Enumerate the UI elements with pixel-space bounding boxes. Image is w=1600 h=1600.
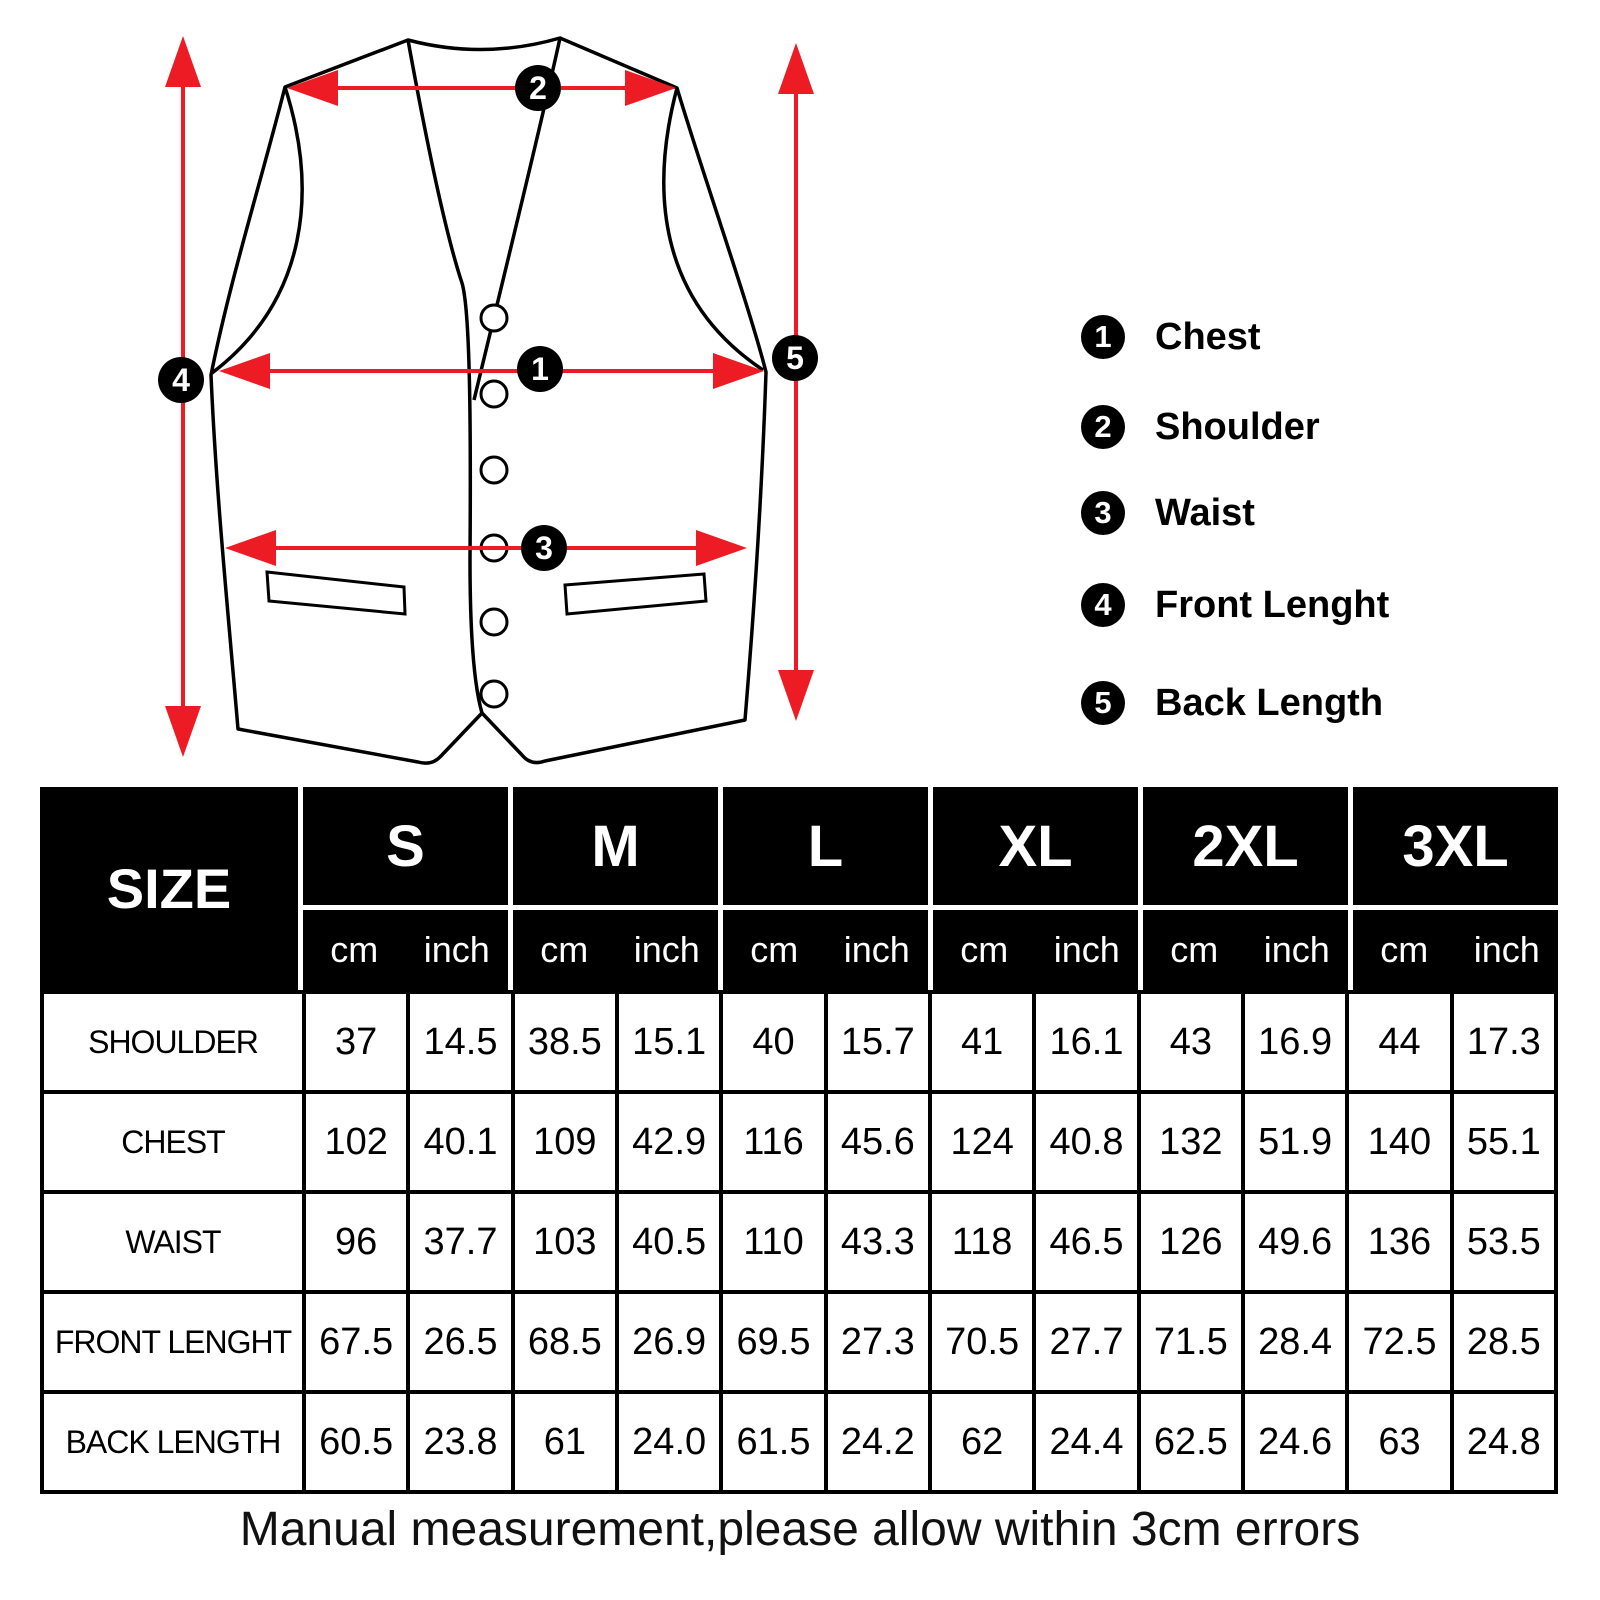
unit-inch: inch	[423, 929, 490, 970]
cell: 60.5	[306, 1394, 406, 1490]
cell: 27.3	[828, 1294, 928, 1390]
legend-label-waist: Waist	[1155, 491, 1255, 534]
cell: 27.7	[1036, 1294, 1136, 1390]
cell: 62.5	[1141, 1394, 1241, 1490]
cell: 14.5	[410, 994, 510, 1090]
diagram-badge-5: 5	[772, 335, 818, 381]
cell: 24.0	[619, 1394, 719, 1490]
cell: 42.9	[619, 1094, 719, 1190]
cell: 15.1	[619, 994, 719, 1090]
cell: 37	[306, 994, 406, 1090]
legend-item-shoulder	[1081, 405, 1320, 449]
legend-label-front-length: Front Lenght	[1155, 583, 1390, 626]
diagram-badge-4: 4	[158, 357, 204, 403]
cell: 44	[1349, 994, 1449, 1090]
legend-badge-5: 5	[1081, 681, 1125, 725]
unit-cm: cm	[1380, 929, 1429, 970]
vest-drawing	[0, 0, 1600, 780]
cell: 110	[723, 1194, 823, 1290]
cell: 51.9	[1245, 1094, 1345, 1190]
cell: 61	[515, 1394, 615, 1490]
cell: 15.7	[828, 994, 928, 1090]
size-table	[40, 787, 1558, 1494]
legend-label-shoulder: Shoulder	[1155, 405, 1320, 448]
cell: 28.5	[1454, 1294, 1554, 1390]
size-col-3xl: 3XL	[1353, 787, 1558, 905]
unit-cm: cm	[1170, 929, 1219, 970]
unit-inch: inch	[1263, 929, 1330, 970]
cell: 24.8	[1454, 1394, 1554, 1490]
cell: 132	[1141, 1094, 1241, 1190]
cell: 109	[515, 1094, 615, 1190]
cell: 43.3	[828, 1194, 928, 1290]
units-xl	[933, 910, 1138, 990]
row-label-back-length: BACK LENGTH	[44, 1394, 302, 1490]
cell: 28.4	[1245, 1294, 1345, 1390]
units-2xl	[1143, 910, 1348, 990]
cell: 45.6	[828, 1094, 928, 1190]
units-l	[723, 910, 928, 990]
unit-cm: cm	[750, 929, 799, 970]
size-col-xl: XL	[933, 787, 1138, 905]
cell: 71.5	[1141, 1294, 1241, 1390]
row-label-front-length: FRONT LENGHT	[44, 1294, 302, 1390]
legend-badge-3: 3	[1081, 491, 1125, 535]
size-header-cell: SIZE	[40, 787, 298, 990]
row-label-chest: CHEST	[44, 1094, 302, 1190]
size-col-l: L	[723, 787, 928, 905]
unit-cm: cm	[330, 929, 379, 970]
legend-label-chest: Chest	[1155, 315, 1261, 358]
legend-badge-4: 4	[1081, 583, 1125, 627]
legend-item-front-length	[1081, 583, 1389, 627]
cell: 118	[932, 1194, 1032, 1290]
cell: 16.1	[1036, 994, 1136, 1090]
unit-inch: inch	[1473, 929, 1540, 970]
cell: 68.5	[515, 1294, 615, 1390]
units-3xl	[1353, 910, 1558, 990]
cell: 53.5	[1454, 1194, 1554, 1290]
cell: 102	[306, 1094, 406, 1190]
unit-cm: cm	[960, 929, 1009, 970]
cell: 72.5	[1349, 1294, 1449, 1390]
legend-item-back-length	[1081, 681, 1383, 725]
cell: 61.5	[723, 1394, 823, 1490]
units-m	[513, 910, 718, 990]
cell: 46.5	[1036, 1194, 1136, 1290]
size-table-header	[40, 787, 1558, 990]
diagram-badge-2: 2	[515, 65, 561, 111]
diagram-badge-3: 3	[521, 525, 567, 571]
cell: 16.9	[1245, 994, 1345, 1090]
cell: 63	[1349, 1394, 1449, 1490]
legend-label-back-length: Back Length	[1155, 681, 1384, 724]
cell: 69.5	[723, 1294, 823, 1390]
cell: 24.4	[1036, 1394, 1136, 1490]
cell: 24.6	[1245, 1394, 1345, 1490]
cell: 40.5	[619, 1194, 719, 1290]
cell: 126	[1141, 1194, 1241, 1290]
cell: 96	[306, 1194, 406, 1290]
cell: 41	[932, 994, 1032, 1090]
legend-item-waist	[1081, 491, 1255, 535]
size-col-2xl: 2XL	[1143, 787, 1348, 905]
cell: 43	[1141, 994, 1241, 1090]
cell: 67.5	[306, 1294, 406, 1390]
cell: 116	[723, 1094, 823, 1190]
cell: 124	[932, 1094, 1032, 1190]
size-col-m: M	[513, 787, 718, 905]
size-col-s: S	[303, 787, 508, 905]
unit-inch: inch	[843, 929, 910, 970]
cell: 26.9	[619, 1294, 719, 1390]
cell: 70.5	[932, 1294, 1032, 1390]
cell: 26.5	[410, 1294, 510, 1390]
cell: 103	[515, 1194, 615, 1290]
vest-measurement-diagram	[0, 0, 1600, 780]
unit-inch: inch	[1053, 929, 1120, 970]
cell: 38.5	[515, 994, 615, 1090]
cell: 24.2	[828, 1394, 928, 1490]
cell: 140	[1349, 1094, 1449, 1190]
cell: 40.8	[1036, 1094, 1136, 1190]
legend-badge-2: 2	[1081, 405, 1125, 449]
cell: 37.7	[410, 1194, 510, 1290]
cell: 17.3	[1454, 994, 1554, 1090]
cell: 40	[723, 994, 823, 1090]
cell: 62	[932, 1394, 1032, 1490]
diagram-badge-1: 1	[517, 346, 563, 392]
units-s	[303, 910, 508, 990]
unit-cm: cm	[540, 929, 589, 970]
cell: 23.8	[410, 1394, 510, 1490]
row-label-shoulder: SHOULDER	[44, 994, 302, 1090]
unit-inch: inch	[633, 929, 700, 970]
cell: 55.1	[1454, 1094, 1554, 1190]
measurement-disclaimer: Manual measurement,please allow within 3cm errors	[239, 1503, 1361, 1556]
cell: 49.6	[1245, 1194, 1345, 1290]
legend-badge-1: 1	[1081, 315, 1125, 359]
cell: 136	[1349, 1194, 1449, 1290]
cell: 40.1	[410, 1094, 510, 1190]
legend-item-chest	[1081, 315, 1261, 359]
size-table-body	[40, 990, 1558, 1494]
row-label-waist: WAIST	[44, 1194, 302, 1290]
